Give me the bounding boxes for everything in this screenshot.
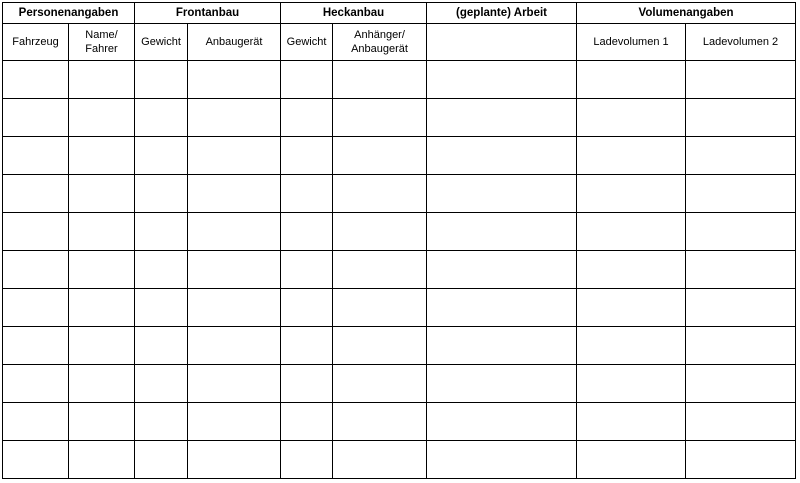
table-cell[interactable] — [686, 175, 796, 213]
column-header-name-fahrer — [69, 24, 135, 61]
table-cell[interactable] — [281, 403, 333, 441]
table-cell[interactable] — [69, 441, 135, 479]
table-row — [3, 137, 796, 175]
table-cell[interactable] — [188, 365, 281, 403]
table-cell[interactable] — [686, 213, 796, 251]
table-cell[interactable] — [188, 61, 281, 99]
table-cell[interactable] — [686, 365, 796, 403]
table-cell[interactable] — [333, 403, 427, 441]
table-cell[interactable] — [577, 441, 686, 479]
table-cell[interactable] — [577, 327, 686, 365]
table-cell[interactable] — [333, 175, 427, 213]
table-cell[interactable] — [135, 327, 188, 365]
table-cell[interactable] — [577, 137, 686, 175]
table-cell[interactable] — [135, 365, 188, 403]
table-cell[interactable] — [3, 403, 69, 441]
column-header-line-2: Fahrer — [85, 43, 118, 55]
table-cell[interactable] — [333, 213, 427, 251]
table-cell[interactable] — [577, 99, 686, 137]
table-cell[interactable] — [686, 99, 796, 137]
table-cell[interactable] — [281, 441, 333, 479]
table-cell[interactable] — [135, 99, 188, 137]
table-cell[interactable] — [686, 327, 796, 365]
table-cell[interactable] — [3, 137, 69, 175]
table-cell[interactable] — [686, 61, 796, 99]
table-cell[interactable] — [577, 251, 686, 289]
table-cell[interactable] — [188, 251, 281, 289]
column-header-line-2: Anbaugerät — [351, 43, 408, 55]
table-cell[interactable] — [69, 99, 135, 137]
table-cell[interactable] — [281, 365, 333, 403]
column-header-anhaenger-anbaugeraet — [333, 24, 427, 61]
table-row — [3, 99, 796, 137]
table-cell[interactable] — [3, 99, 69, 137]
table-row — [3, 403, 796, 441]
column-header-line-1: Anbaugerät — [205, 36, 263, 48]
table-cell[interactable] — [333, 289, 427, 327]
table-cell[interactable] — [281, 175, 333, 213]
table-cell[interactable] — [281, 99, 333, 137]
column-header-ladevolumen-1 — [577, 24, 686, 61]
table-cell[interactable] — [69, 403, 135, 441]
table-cell[interactable] — [577, 403, 686, 441]
table-cell[interactable] — [686, 403, 796, 441]
table-cell[interactable] — [686, 137, 796, 175]
table-cell[interactable] — [69, 61, 135, 99]
table-cell[interactable] — [427, 441, 577, 479]
table-cell[interactable] — [188, 213, 281, 251]
table-cell[interactable] — [281, 213, 333, 251]
table-cell[interactable] — [686, 251, 796, 289]
table-cell[interactable] — [427, 99, 577, 137]
column-header-ladevolumen-2 — [686, 24, 796, 61]
column-header-line-1: Anhänger/ — [354, 29, 405, 41]
column-header-front-anbaugeraet — [188, 24, 281, 61]
table-cell[interactable] — [3, 213, 69, 251]
column-header-heck-gewicht — [281, 24, 333, 61]
table-cell[interactable] — [69, 365, 135, 403]
table-cell[interactable] — [3, 441, 69, 479]
table-row — [3, 289, 796, 327]
group-header-arbeit: (geplante) Arbeit — [427, 3, 577, 24]
column-header-row — [3, 24, 796, 61]
group-header-row — [3, 3, 796, 24]
vehicle-table — [2, 2, 796, 479]
table-cell[interactable] — [333, 327, 427, 365]
table-cell[interactable] — [188, 289, 281, 327]
table-cell[interactable] — [3, 365, 69, 403]
table-cell[interactable] — [281, 251, 333, 289]
table-cell[interactable] — [188, 137, 281, 175]
table-cell[interactable] — [135, 61, 188, 99]
table-row — [3, 441, 796, 479]
table-row — [3, 61, 796, 99]
table-cell[interactable] — [427, 251, 577, 289]
table-cell[interactable] — [69, 175, 135, 213]
column-header-line-1: Name/ — [85, 29, 118, 41]
table-cell[interactable] — [281, 289, 333, 327]
table-cell[interactable] — [135, 137, 188, 175]
table-cell[interactable] — [69, 289, 135, 327]
table-cell[interactable] — [427, 175, 577, 213]
column-header-front-gewicht — [135, 24, 188, 61]
table-cell[interactable] — [3, 61, 69, 99]
column-header-line-1: Gewicht — [141, 36, 181, 48]
table-cell[interactable] — [135, 403, 188, 441]
table-cell[interactable] — [3, 327, 69, 365]
table-cell[interactable] — [188, 99, 281, 137]
table-cell[interactable] — [333, 365, 427, 403]
table-cell[interactable] — [333, 441, 427, 479]
column-header-arbeit — [427, 24, 577, 61]
table-cell[interactable] — [577, 213, 686, 251]
table-cell[interactable] — [69, 137, 135, 175]
table-cell[interactable] — [577, 61, 686, 99]
column-header-line-1: Fahrzeug — [12, 36, 59, 48]
table-row — [3, 175, 796, 213]
table-cell[interactable] — [3, 251, 69, 289]
table-cell[interactable] — [188, 327, 281, 365]
table-cell[interactable] — [3, 289, 69, 327]
table-cell[interactable] — [577, 365, 686, 403]
table-cell[interactable] — [427, 327, 577, 365]
table-cell[interactable] — [333, 251, 427, 289]
table-cell[interactable] — [69, 327, 135, 365]
table-cell[interactable] — [188, 175, 281, 213]
table-cell[interactable] — [427, 365, 577, 403]
table-cell[interactable] — [135, 175, 188, 213]
table-body — [3, 61, 796, 479]
table-cell[interactable] — [281, 327, 333, 365]
table-cell[interactable] — [577, 289, 686, 327]
table-cell[interactable] — [333, 99, 427, 137]
table-cell[interactable] — [135, 213, 188, 251]
table-cell[interactable] — [333, 137, 427, 175]
table-cell[interactable] — [686, 289, 796, 327]
group-header-heckanbau: Heckanbau — [281, 3, 427, 24]
table-cell[interactable] — [427, 137, 577, 175]
column-header-line-1: Gewicht — [286, 36, 327, 48]
table-row — [3, 213, 796, 251]
table-cell[interactable] — [333, 61, 427, 99]
table-cell[interactable] — [3, 175, 69, 213]
group-header-personenangaben: Personenangaben — [3, 3, 135, 24]
table-cell[interactable] — [427, 289, 577, 327]
group-header-volumenangaben: Volumenangaben — [577, 3, 796, 24]
group-header-frontanbau: Frontanbau — [135, 3, 281, 24]
table-cell[interactable] — [188, 441, 281, 479]
table-cell[interactable] — [281, 137, 333, 175]
table-cell[interactable] — [427, 213, 577, 251]
table-cell[interactable] — [281, 61, 333, 99]
table-cell[interactable] — [188, 403, 281, 441]
table-cell[interactable] — [135, 289, 188, 327]
column-header-line-1: Ladevolumen 1 — [593, 36, 669, 48]
column-header-fahrzeug — [3, 24, 69, 61]
table-cell[interactable] — [135, 441, 188, 479]
table-cell[interactable] — [686, 441, 796, 479]
table-cell[interactable] — [427, 403, 577, 441]
table-row — [3, 365, 796, 403]
table-cell[interactable] — [69, 213, 135, 251]
table-cell[interactable] — [69, 251, 135, 289]
table-cell[interactable] — [135, 251, 188, 289]
table-row — [3, 327, 796, 365]
column-header-line-1: Ladevolumen 2 — [702, 36, 779, 48]
table-cell[interactable] — [427, 61, 577, 99]
table-row — [3, 251, 796, 289]
table-cell[interactable] — [577, 175, 686, 213]
